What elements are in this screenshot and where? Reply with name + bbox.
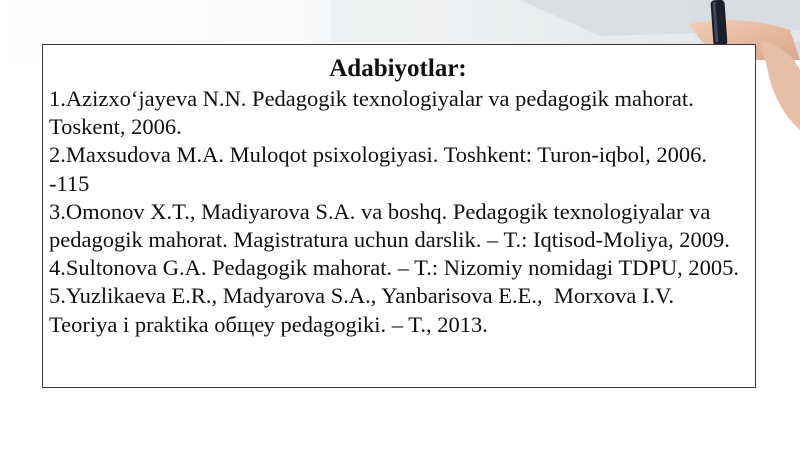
reference-item: 1.Azizxo‘jayeva N.N. Pedagogik texnologiyalar va pedagogik mahorat. Toskent, 2006. xyxy=(49,86,700,140)
references-list xyxy=(49,85,747,339)
references-box xyxy=(42,44,756,388)
references-title: Adabiyotlar: xyxy=(329,55,467,82)
reference-item: 4.Sultonova G.A. Pedagogik mahorat. – T.: Nizomiy nomidagi TDPU, 2005. xyxy=(49,255,739,281)
reference-item: 5.Yuzlikaeva E.R., Madyarova S.A., Yanbarisova E.E., Morxova I.V. Teoriya i praktika общеу pedagogiki. – T., 2013. xyxy=(49,283,680,337)
reference-item: 2.Maxsudova M.A. Muloqot psixologiyasi. Toshkent: Turon-iqbol, 2006. -115 xyxy=(49,142,713,196)
reference-item: 3.Omonov X.T., Madiyarova S.A. va boshq. Pedagogik texnologiyalar va pedagogik mahorat. Magistratura uchun darslik. – T.: Iqtisod-Moliya, 2009. xyxy=(49,198,730,253)
